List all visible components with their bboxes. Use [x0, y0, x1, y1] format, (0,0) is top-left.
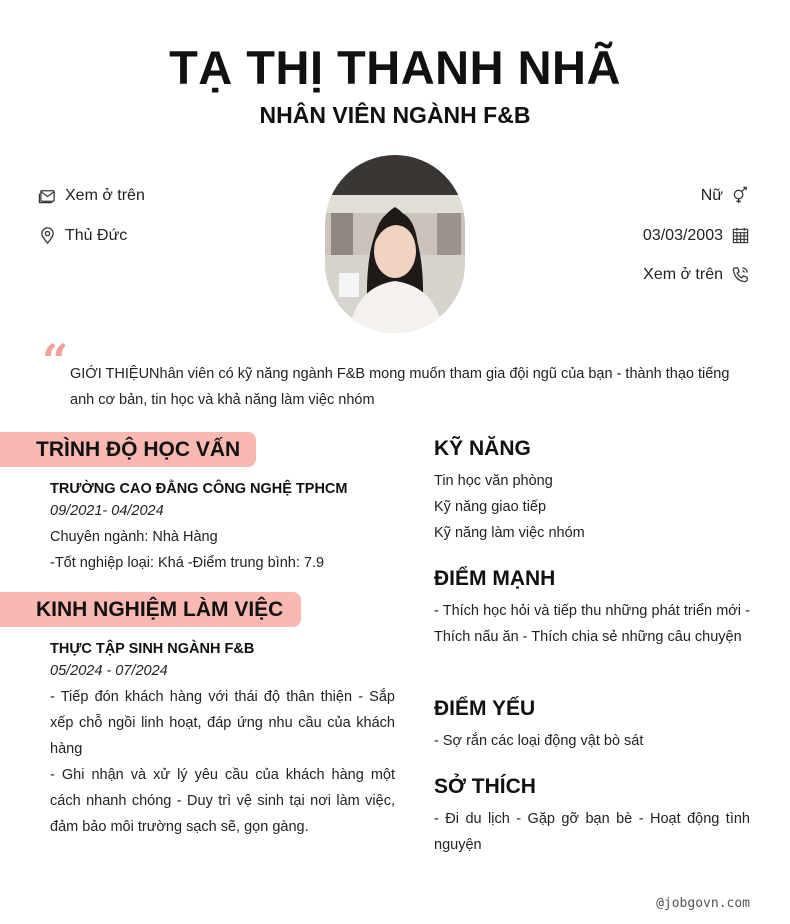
contact-gender [701, 186, 750, 205]
job-title: NHÂN VIÊN NGÀNH F&B [259, 102, 531, 128]
skill-item: Kỹ năng làm việc nhóm [434, 525, 585, 541]
hobbies-section [434, 774, 750, 858]
strengths-section [434, 566, 750, 650]
weaknesses-heading: ĐIỂM YẾU [434, 697, 536, 720]
skill-item: Kỹ năng giao tiếp [434, 499, 547, 515]
contact-dob [643, 226, 750, 245]
contact-address [38, 226, 127, 245]
intro-label: GIỚI THIỆU [70, 366, 150, 382]
calendar-icon [731, 226, 750, 245]
experience-section [50, 640, 395, 840]
address-value: Thủ Đức [65, 226, 128, 244]
duty-item: - Tiếp đón khách hàng với thái độ thân thiện - Sắp xếp chỗ ngồi linh hoạt, đáp ứng nhu cầu của khách hàng [50, 689, 395, 757]
strengths-text: - Thích học hỏi và tiếp thu những phát triển mới - Thích nấu ăn - Thích chia sẻ những câu chuyện [434, 603, 750, 645]
gender-value: Nữ [700, 186, 723, 204]
education-result: -Tốt nghiệp loại: Khá -Điểm trung bình: 7.9 [50, 555, 325, 571]
skills-heading: KỸ NĂNG [434, 437, 531, 460]
email-value: Xem ở trên [65, 186, 145, 204]
candidate-name: TẠ THỊ THANH NHÃ [169, 41, 621, 94]
position-title: THỰC TẬP SINH NGÀNH F&B [50, 641, 255, 657]
education-period: 09/2021- 04/2024 [50, 503, 164, 519]
envelope-icon [38, 186, 57, 205]
strengths-heading: ĐIỂM MẠNH [434, 567, 556, 590]
phone-value: Xem ở trên [643, 265, 723, 283]
watermark: @jobgovn.com [656, 896, 750, 911]
weaknesses-text: - Sợ rắn các loại động vật bò sát [434, 733, 644, 749]
duty-item: - Ghi nhận và xử lý yêu cầu của khách hàng một cách nhanh chóng - Duy trì vệ sinh tại nơi làm việc, đảm bảo môi trường sạch sẽ, gọn gàng. [50, 767, 395, 835]
location-pin-icon [38, 226, 57, 245]
contact-phone [643, 265, 750, 284]
profile-photo [325, 155, 465, 333]
school-name: TRƯỜNG CAO ĐẲNG CÔNG NGHỆ TPHCM [50, 481, 348, 497]
weaknesses-section [434, 696, 750, 754]
skills-section [434, 436, 750, 546]
skill-item: Tin học văn phòng [434, 473, 553, 489]
experience-heading: KINH NGHIỆM LÀM VIỆC [0, 592, 301, 627]
dob-value: 03/03/2003 [642, 226, 723, 244]
quote-icon: “ [42, 334, 69, 388]
gender-icon [731, 186, 750, 205]
intro-paragraph [70, 361, 730, 413]
hobbies-text: - Đi du lịch - Gặp gỡ bạn bè - Hoạt động tình nguyện [434, 811, 750, 853]
education-major: Chuyên ngành: Nhà Hàng [50, 529, 218, 545]
hobbies-heading: SỞ THÍCH [434, 775, 536, 798]
education-section [50, 480, 395, 576]
contact-email [38, 186, 145, 205]
phone-icon [731, 265, 750, 284]
intro-text: Nhân viên có kỹ năng ngành F&B mong muốn tham gia đội ngũ của bạn - thành thạo tiếng anh cơ bản, tin học và khả năng làm việc nhóm [70, 366, 730, 408]
education-heading: TRÌNH ĐỘ HỌC VẤN [0, 432, 256, 467]
experience-period: 05/2024 - 07/2024 [50, 663, 168, 679]
